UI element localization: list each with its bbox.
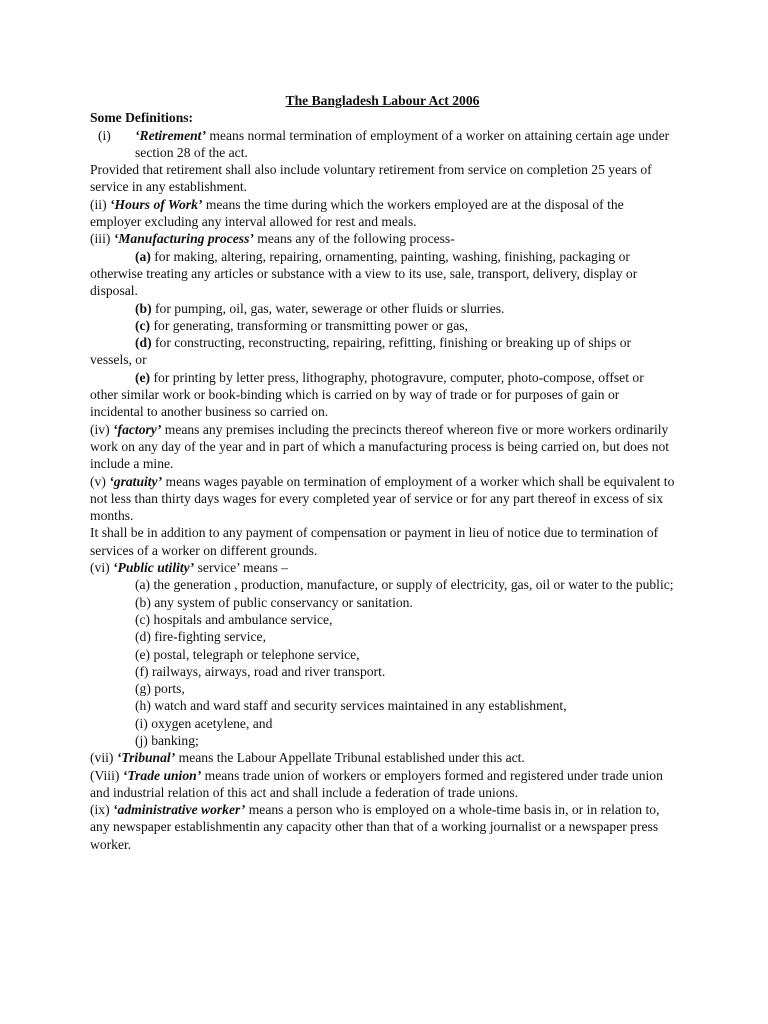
definition-text: means normal termination of employment of a worker on attaining certain age under section 28 of the act. [135,127,670,160]
definition-number: (ii) [90,196,111,212]
definition-trade-union [90,767,675,802]
definition-number: (vi) [90,560,114,576]
definition-text: means a person who is employed on a whole-time basis in, or in relation to, any newspaper establishmentin any capacity other than that of a working journalist or a newspaper press worker. [90,802,660,852]
definition-number: (vii) [90,750,117,766]
public-utility-item-b: (b) any system of public conservancy or sanitation. [135,594,413,610]
definition-retirement [90,127,675,162]
definition-gratuity [90,473,675,525]
definitions-heading: Some Definitions: [90,110,194,126]
definition-number: (iv) [90,421,114,437]
definition-administrative-worker [90,801,675,853]
definition-number: (v) [90,473,110,489]
manufacturing-item-b [90,300,675,317]
public-utility-item-f: (f) railways, airways, road and river transport. [135,663,386,679]
public-utility-item-i: (i) oxygen acetylene, and [135,715,273,731]
public-utility-item-e: (e) postal, telegraph or telephone service, [135,646,360,662]
item-text: for generating, transforming or transmitting power or gas, [150,317,468,333]
definition-number: (i) [98,127,111,143]
retirement-proviso: Provided that retirement shall also include voluntary retirement from service on completion 25 years of service in any establishment. [90,162,652,195]
definition-number: (Viii) [90,767,123,783]
item-label: (d) [135,335,152,351]
defined-term: ‘factory’ [113,421,162,437]
defined-term: ‘Tribunal’ [116,750,176,766]
manufacturing-item-c [90,317,675,334]
definition-number: (iii) [90,231,114,247]
item-text: for pumping, oil, gas, water, sewerage or other fluids or slurries. [151,300,505,316]
definition-text: means wages payable on termination of employment of a worker which shall be equivalent to not less than thirty days wages for every completed year of service or for any part thereof in excess of six months. [90,473,675,524]
public-utility-item-a: (a) the generation , production, manufacture, or supply of electricity, gas, oil or water to the public; [135,577,674,593]
definition-text: means trade union of workers or employers formed and registered under trade union and industrial relation of this act and shall include a federation of trade unions. [90,767,663,800]
item-text: for making, altering, repairing, ornamenting, painting, washing, finishing, packaging or otherwise treating any articles or substance with a view to its use, sale, transport, delivery, display or disposal. [90,248,638,299]
defined-term: ‘gratuity’ [109,473,163,489]
gratuity-proviso: It shall be in addition to any payment of compensation or payment in lieu of notice due to termination of services of a worker on different grounds. [90,525,659,558]
definition-hours-of-work [90,196,675,231]
public-utility-item-c: (c) hospitals and ambulance service, [135,611,333,627]
defined-term: ‘Public utility’ [113,560,195,576]
public-utility-item-j: (j) banking; [135,732,199,748]
defined-term: ‘Manufacturing process’ [113,231,254,247]
definition-text: means the time during which the workers employed are at the disposal of the employer excluding any interval allowed for rest and meals. [90,196,624,230]
definition-text: service’ means – [194,560,288,576]
public-utility-item-h: (h) watch and ward staff and security services maintained in any establishment, [135,698,567,714]
document-title: The Bangladesh Labour Act 2006 [285,93,480,108]
item-label: (c) [135,317,151,333]
definition-tribunal [90,749,675,766]
definition-public-utility [90,559,675,576]
item-label: (b) [135,300,152,316]
public-utility-item-g: (g) ports, [135,681,185,697]
definition-manufacturing-process [90,230,675,247]
defined-term: ‘Retirement’ [135,127,206,143]
manufacturing-item-e [90,369,675,421]
definition-text: means the Labour Appellate Tribunal established under this act. [175,750,525,766]
item-label: (a) [135,248,151,264]
item-text: for constructing, reconstructing, repairing, refitting, finishing or breaking up of ships or vessels, or [90,335,632,368]
manufacturing-item-d [90,334,675,369]
defined-term: ‘Hours of Work’ [110,196,203,212]
item-text: for printing by letter press, lithography, photogravure, computer, photo-compose, offset or other similar work or book-binding which is carried on by way of trade or for purposes of gain or incidental to another business so carried on. [90,369,644,420]
manufacturing-item-a [90,248,675,300]
public-utility-item-d: (d) fire-fighting service, [135,629,266,645]
definition-number: (ix) [90,802,114,818]
definition-factory [90,421,675,473]
defined-term: ‘Trade union’ [122,767,202,783]
item-label: (e) [135,369,151,385]
document-page [90,92,675,853]
defined-term: ‘administrative worker’ [113,802,246,818]
definition-text: means any premises including the precincts thereof whereon five or more workers ordinarily work on any day of the year and in part of which a manufacturing process is being carried on, but does not include a mine. [90,421,670,472]
definition-text: means any of the following process- [253,231,455,247]
